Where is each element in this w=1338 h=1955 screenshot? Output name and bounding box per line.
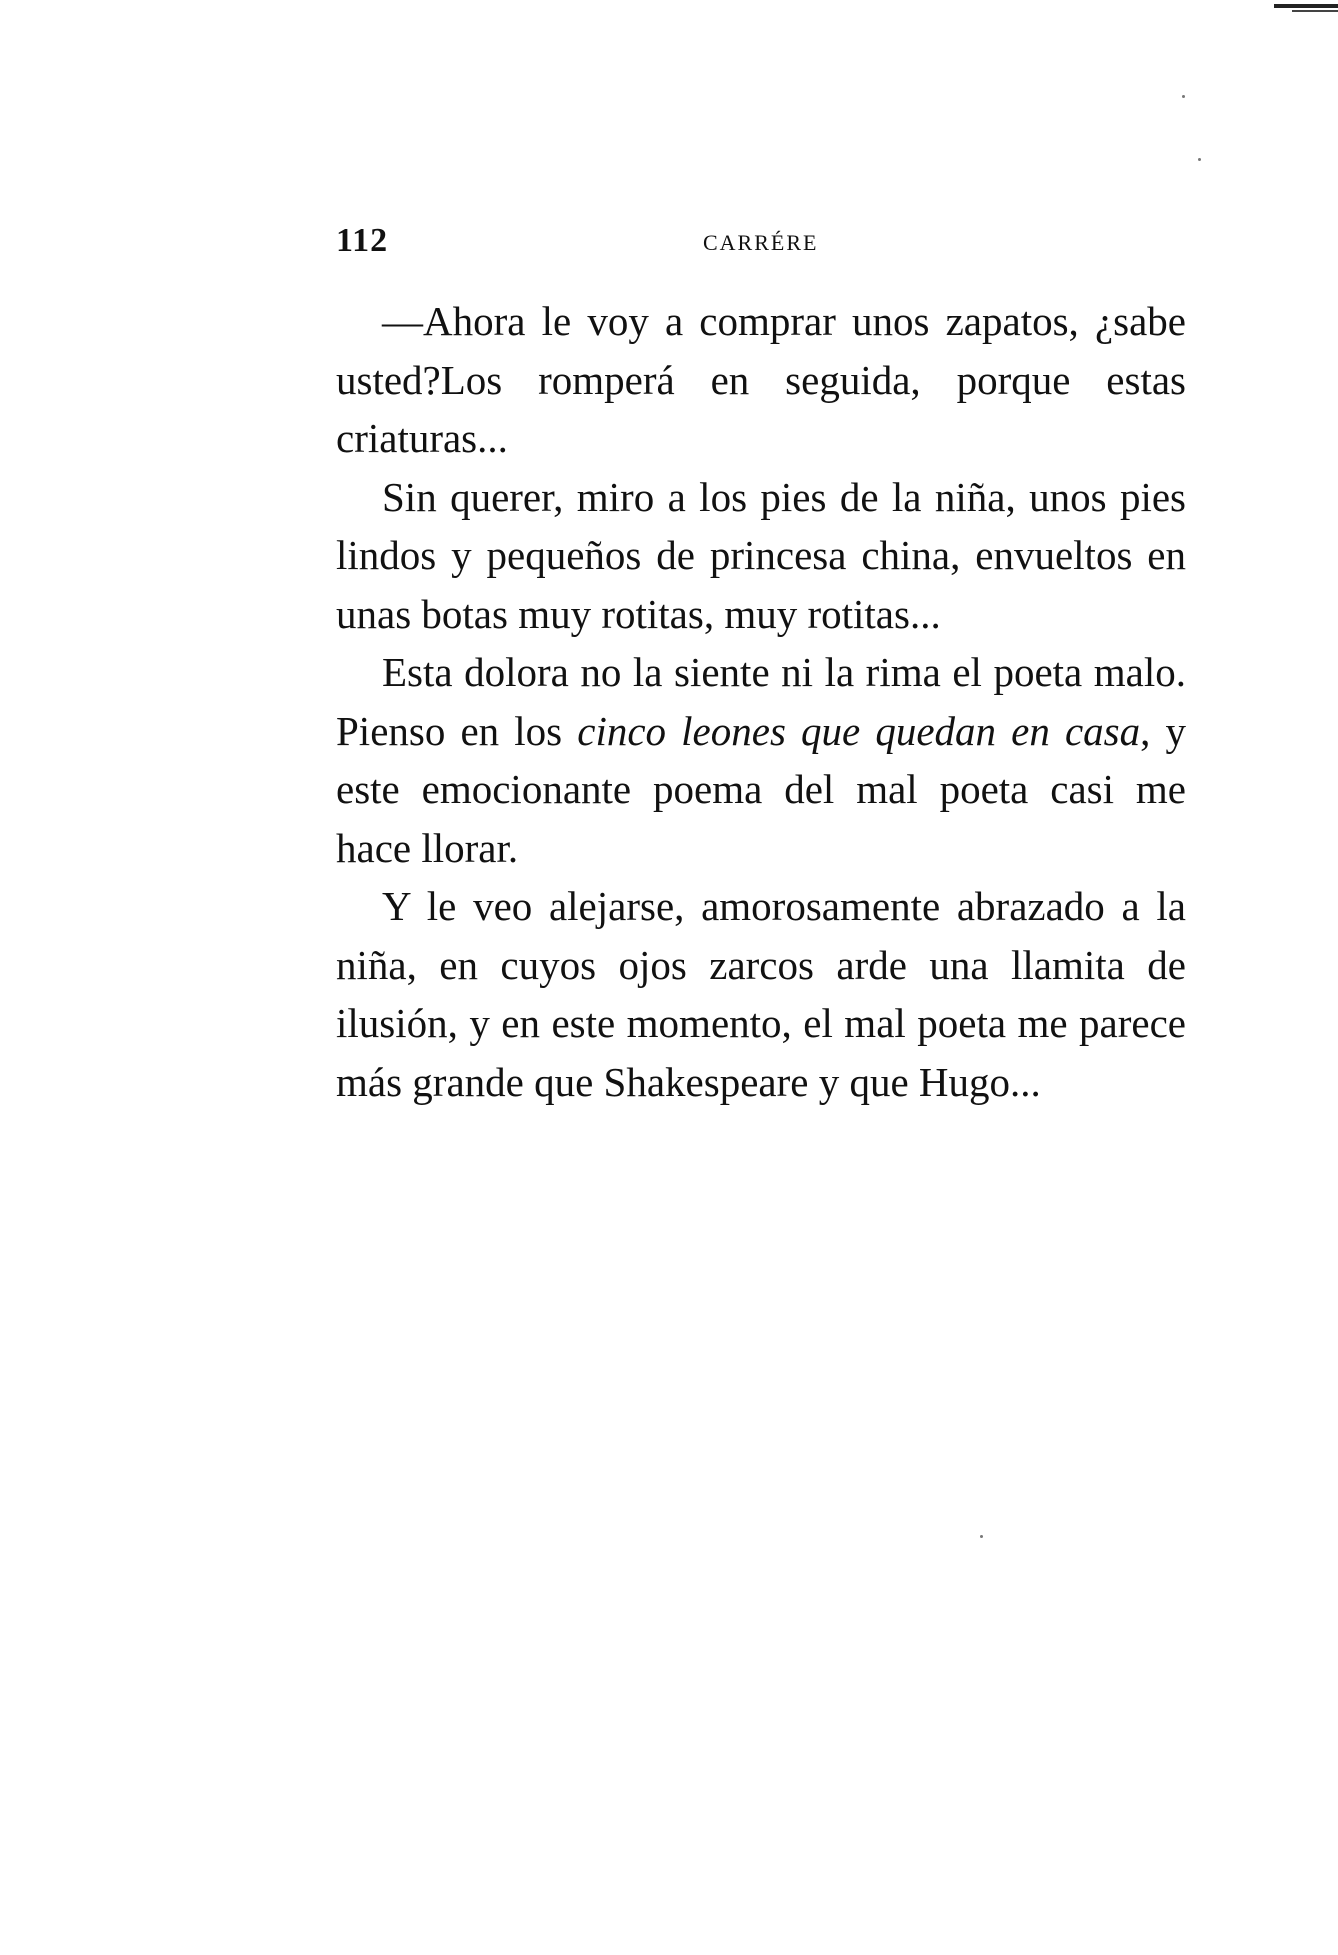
paragraph-3: [336, 643, 1186, 877]
running-head: [336, 222, 1196, 262]
paragraph-4: Y le veo alejarse, amorosamente abrazado a la niña, en cuyos ojos zarcos arde una llamita de ilusión, y en este momento, el mal poeta me parece más grande que Shakespeare y que Hugo...: [336, 883, 1186, 1105]
paragraph-1: —Ahora le voy a comprar unos zapatos, ¿sabe usted?Los romperá en seguida, porque estas criaturas...: [336, 298, 1186, 461]
paragraph-3-text: Esta dolora no la siente ni la rima el poeta malo. Pienso en los: [336, 649, 1186, 754]
paragraph-2: Sin querer, miro a los pies de la niña, unos pies lindos y pequeños de princesa china, envueltos en unas botas muy rotitas, muy rotitas...: [336, 473, 1186, 637]
paragraph-3-text-end: , y este emocionante poema del mal poeta casi me hace llorar.: [336, 707, 1186, 871]
scan-edge-mark: [1274, 4, 1338, 8]
body-text: [336, 292, 1186, 1111]
scan-edge-mark: [1292, 10, 1338, 12]
paper-speck: [980, 1535, 983, 1538]
paper-speck: [1182, 95, 1185, 98]
running-title: CARRÉRE: [703, 230, 819, 255]
paper-speck: [1198, 158, 1201, 161]
paragraph-3-italic: cinco leones que quedan en casa: [577, 707, 1141, 754]
page-number: 112: [336, 222, 389, 259]
